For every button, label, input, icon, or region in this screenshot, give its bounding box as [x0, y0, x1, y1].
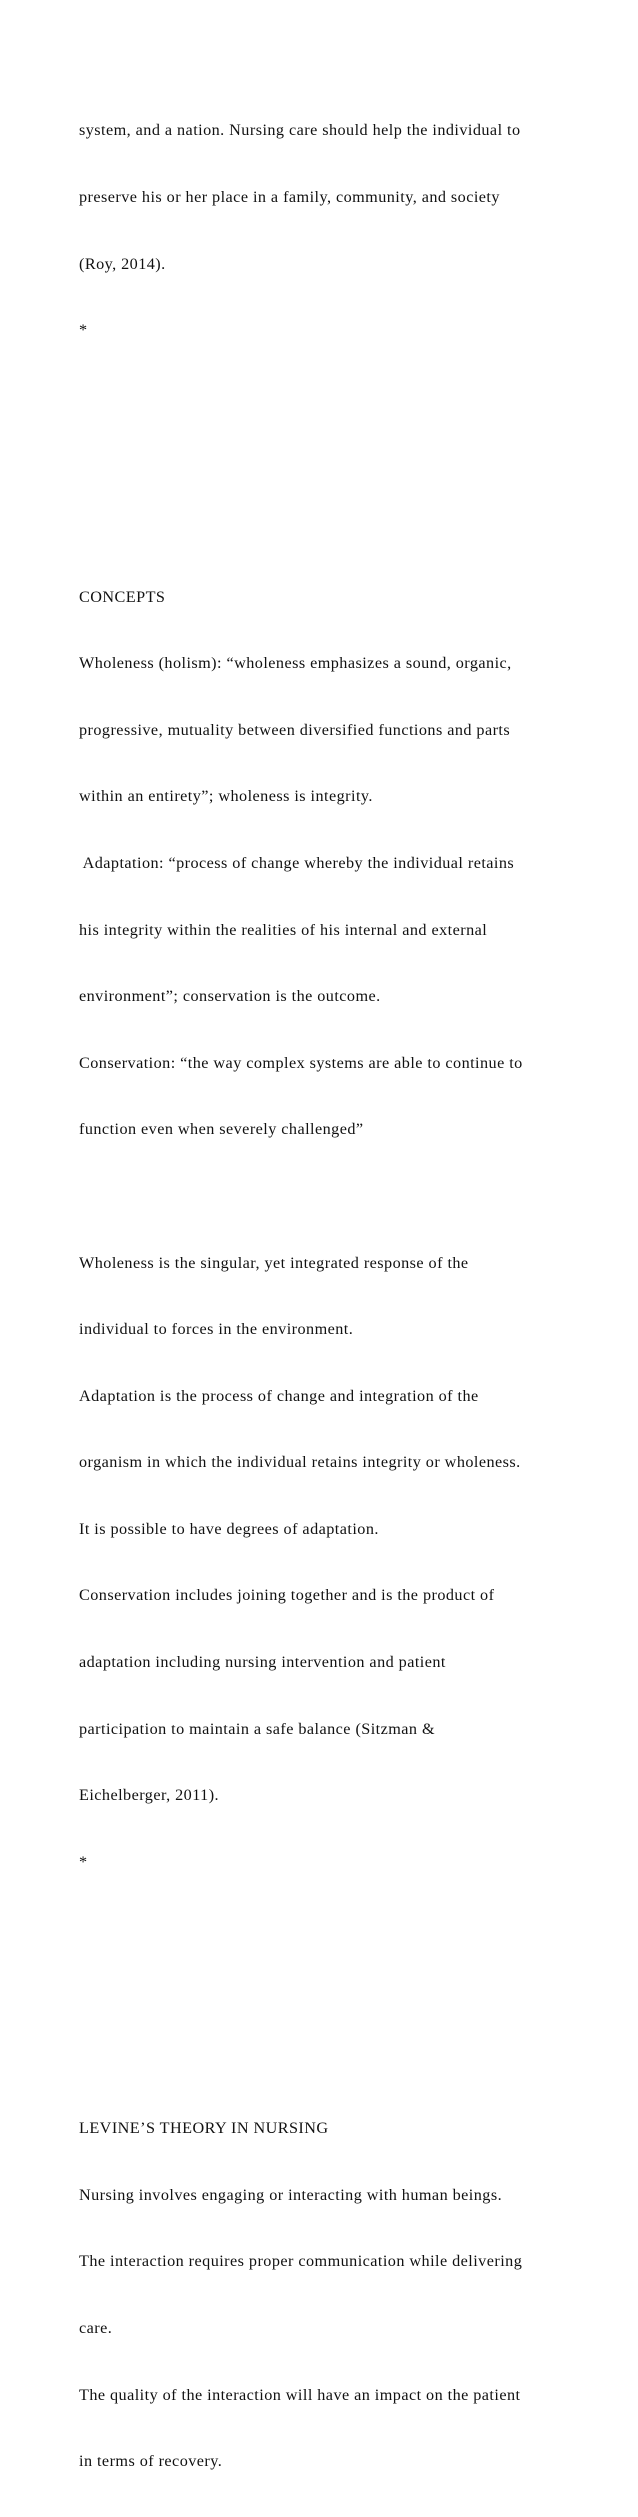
section-heading-levines-theory: LEVINE’S THEORY IN NURSING: [79, 2119, 329, 2138]
blank-line: [79, 2051, 624, 2073]
text-line: The quality of the interaction will have an impact on the patient: [79, 2385, 521, 2404]
blank-line: [79, 1917, 624, 1939]
text-line: Conservation: “the way complex systems are able to continue to: [79, 1053, 523, 1072]
text-line: within an entirety”; wholeness is integrity.: [79, 787, 373, 806]
section-heading-concepts: CONCEPTS: [79, 587, 166, 606]
text-line: Nursing involves engaging or interacting with human beings.: [79, 2185, 503, 2204]
text-line: (Roy, 2014).: [79, 254, 166, 273]
blank-line: [79, 1185, 624, 1207]
text-line: environment”; conservation is the outcome.: [79, 987, 381, 1006]
separator-asterisk: *: [79, 321, 88, 340]
text-line: Conservation includes joining together and is the product of: [79, 1586, 495, 1605]
text-line: adaptation including nursing intervention and patient: [79, 1653, 446, 1672]
blank-line: [79, 519, 624, 541]
text-line: function even when severely challenged”: [79, 1120, 364, 1139]
blank-line: [79, 1984, 624, 2006]
text-line: progressive, mutuality between diversified functions and parts: [79, 720, 511, 739]
text-line: Adaptation is the process of change and integration of the: [79, 1386, 479, 1405]
blank-line: [79, 386, 624, 408]
text-line: Wholeness is the singular, yet integrated response of the: [79, 1253, 469, 1272]
text-line: The interaction requires proper communication while delivering: [79, 2252, 523, 2271]
text-line: Eichelberger, 2011).: [79, 1786, 220, 1805]
text-line: individual to forces in the environment.: [79, 1320, 354, 1339]
text-line: Wholeness (holism): “wholeness emphasizes a sound, organic,: [79, 654, 512, 673]
text-line: participation to maintain a safe balance (Sitzman &: [79, 1719, 436, 1738]
blank-line: [79, 452, 624, 474]
text-line: preserve his or her place in a family, community, and society: [79, 188, 500, 206]
text-line: care.: [79, 2319, 113, 2337]
document-body: [79, 75, 624, 2517]
separator-asterisk: *: [79, 1852, 88, 1871]
text-line: system, and a nation. Nursing care should help the individual to: [79, 121, 521, 140]
text-line: Adaptation: “process of change whereby the individual retains: [79, 853, 515, 872]
text-line: in terms of recovery.: [79, 2452, 223, 2471]
text-line: organism in which the individual retains integrity or wholeness.: [79, 1453, 521, 1472]
text-line: his integrity within the realities of his internal and external: [79, 920, 488, 939]
text-line: It is possible to have degrees of adaptation.: [79, 1519, 379, 1538]
